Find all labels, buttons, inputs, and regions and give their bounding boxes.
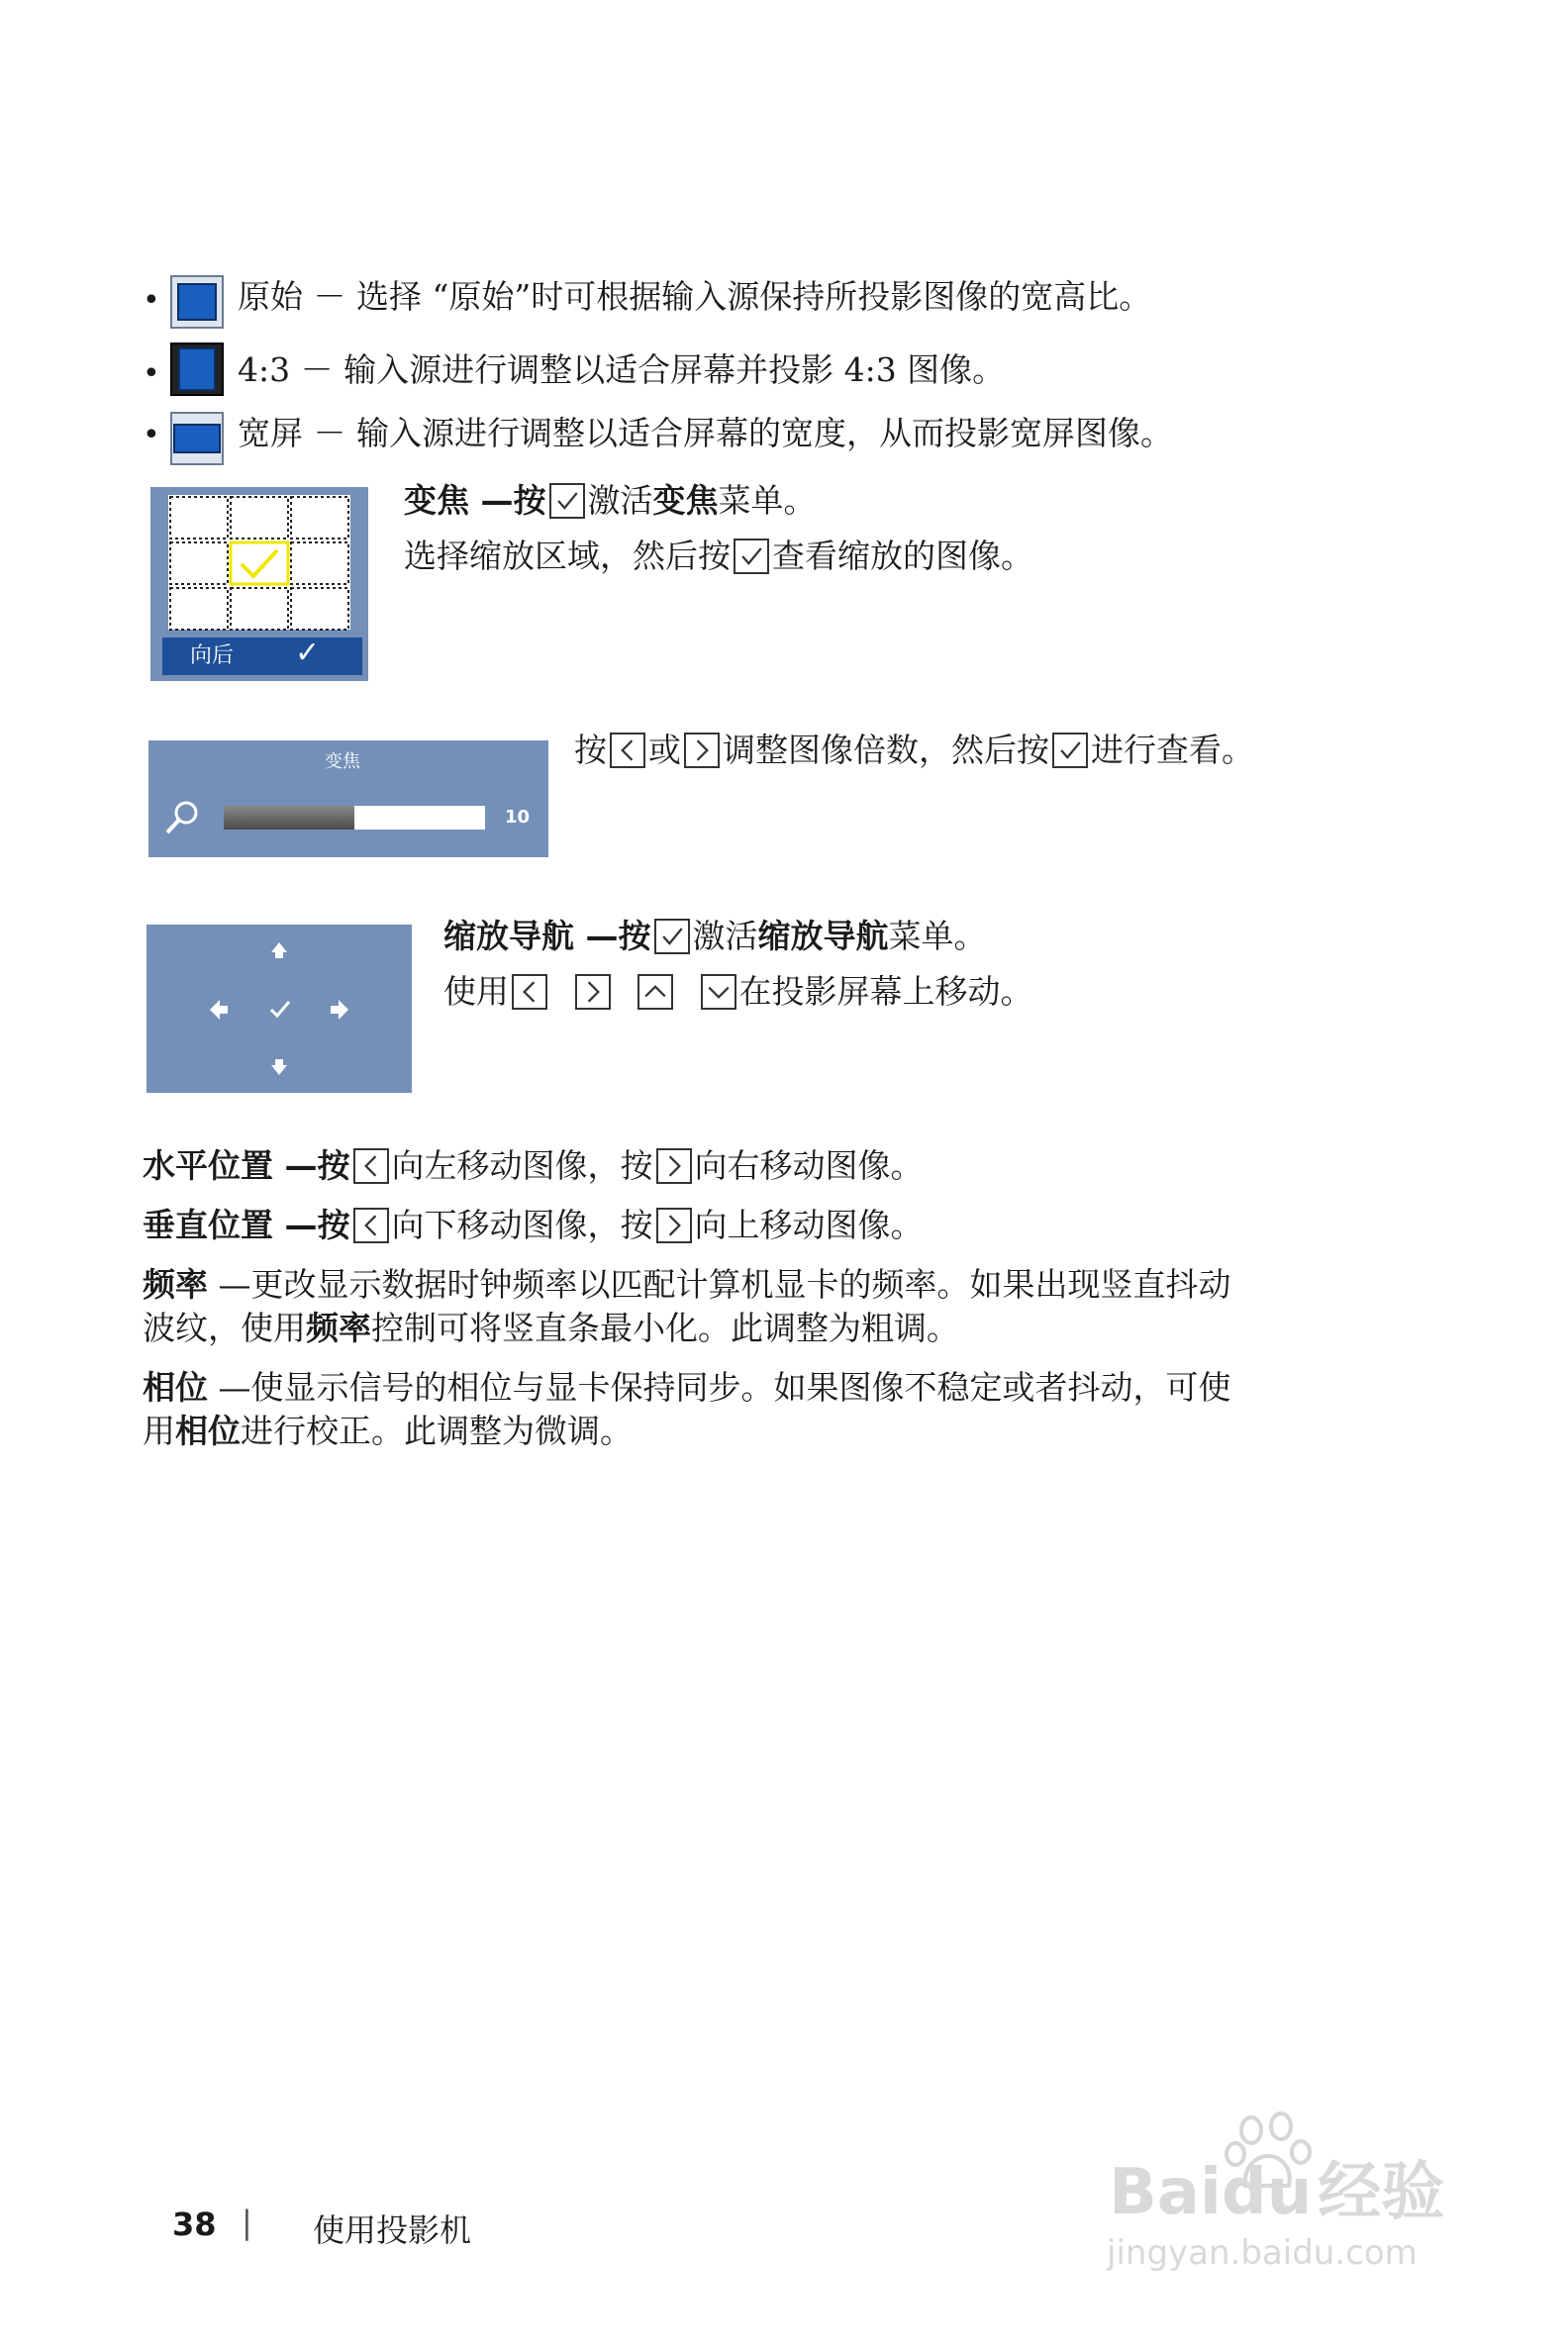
- zoom-level-value: 10: [505, 807, 531, 828]
- nav-up-arrow-icon[interactable]: [271, 942, 287, 958]
- bullet-widescreen-text: － 输入源进行调整以适合屏幕的宽度，从而投影宽屏图像。: [303, 414, 1173, 452]
- freq-line-1: [143, 1263, 1231, 1307]
- right-key-icon: [656, 1148, 692, 1184]
- left-key-icon: [610, 733, 645, 768]
- phase-title: 相位: [143, 1368, 208, 1407]
- left-key-icon: [353, 1208, 389, 1243]
- freq-line-2: [143, 1307, 959, 1350]
- zoom-line2-pre: 选择缩放区域，然后按: [404, 537, 731, 575]
- freq-bold: 频率: [306, 1309, 371, 1347]
- bullet-dot: •: [143, 418, 160, 452]
- up-key-icon: [637, 974, 673, 1010]
- bullet-original: [238, 275, 1151, 319]
- nav-right-arrow-icon[interactable]: [331, 1000, 348, 1020]
- bullet-original-label: 原始: [238, 277, 303, 316]
- zoom-level-mid: 调整图像倍数，然后按: [723, 731, 1049, 769]
- zoom-menu-name: 变焦: [652, 481, 719, 520]
- magnifier-icon: [162, 798, 202, 837]
- widescreen-icon: [170, 412, 224, 465]
- right-key-icon: [575, 974, 611, 1010]
- phase-line2-pre: 用: [143, 1412, 175, 1450]
- zoom-menu-suffix: 菜单。: [718, 481, 817, 520]
- nav-left-arrow-icon[interactable]: [210, 1000, 228, 1020]
- zoom-dash: —按: [469, 481, 546, 520]
- nav-line2-post: 在投影屏幕上移动。: [738, 972, 1033, 1011]
- bullet-widescreen-label: 宽屏: [238, 414, 303, 452]
- footer-section-title: 使用投影机: [313, 2211, 472, 2249]
- bullet-original-text: － 选择 “原始”时可根据输入源保持所投影图像的宽高比。: [303, 277, 1152, 316]
- watermark-url: jingyan.baidu.com: [1107, 2233, 1418, 2273]
- phase-bold: 相位: [175, 1412, 241, 1450]
- zoom-slider-track[interactable]: [224, 806, 485, 830]
- phase-line2-post: 进行校正。此调整为微调。: [241, 1412, 633, 1450]
- phase-line1: —使显示信号的相位与显卡保持同步。如果图像不稳定或者抖动，可使: [208, 1368, 1231, 1407]
- hpos-line: [143, 1144, 924, 1188]
- nav-title: 缩放导航: [443, 917, 574, 955]
- zoom-nav-panel: [147, 925, 412, 1093]
- aspect-4-3-icon: [170, 343, 224, 396]
- freq-line1: —更改显示数据时钟频率以匹配计算机显卡的频率。如果出现竖直抖动: [208, 1265, 1231, 1304]
- original-aspect-icon: [170, 275, 224, 329]
- nav-line-1: [443, 915, 987, 958]
- nav-confirm-check-icon[interactable]: [271, 1002, 289, 1016]
- page-number: 38: [172, 2205, 217, 2243]
- right-key-icon: [684, 733, 720, 768]
- zoom-slider-fill: [224, 806, 354, 830]
- footer-separator: |: [242, 2204, 252, 2241]
- nav-menu-suffix: 菜单。: [888, 917, 987, 955]
- vpos-mid: 向下移动图像，按: [391, 1206, 653, 1244]
- enter-key-icon: [549, 483, 585, 519]
- nav-dash: —按: [574, 917, 651, 955]
- phase-line-2: [143, 1410, 633, 1453]
- right-key-icon: [656, 1208, 692, 1243]
- bullet-widescreen: [238, 412, 1173, 455]
- nav-line-2: [443, 970, 1033, 1014]
- watermark-brand-bai: Bai: [1109, 2156, 1222, 2229]
- nav-down-arrow-icon[interactable]: [271, 1059, 287, 1075]
- zoom-level-panel: [148, 740, 548, 857]
- nav-activate: 激活: [692, 917, 758, 955]
- watermark-brand-du: du: [1221, 2156, 1313, 2229]
- zoom-level-title: 变焦: [325, 751, 360, 772]
- nav-line2-pre: 使用: [443, 972, 509, 1011]
- down-key-icon: [701, 974, 736, 1010]
- vpos-title: 垂直位置: [143, 1206, 273, 1244]
- enter-key-icon: [654, 919, 690, 954]
- bullet-4-3: [238, 348, 1005, 392]
- freq-line2-post: 控制可将竖直条最小化。此调整为粗调。: [371, 1309, 959, 1347]
- zoom-line-2: [404, 535, 1033, 578]
- hpos-post: 向右移动图像。: [694, 1146, 924, 1185]
- zoom-title: 变焦: [404, 481, 469, 520]
- bullet-4-3-text: － 输入源进行调整以适合屏幕并投影 4:3 图像。: [290, 350, 1006, 389]
- enter-key-icon: [1052, 733, 1088, 768]
- bullet-4-3-label: 4:3: [238, 350, 291, 389]
- zoom-grid-panel: [150, 487, 368, 681]
- zoom-level-line: [574, 729, 1254, 772]
- hpos-dash: —按: [273, 1146, 350, 1185]
- zoom-grid: [150, 487, 368, 681]
- watermark-cn: 经验: [1318, 2156, 1445, 2229]
- watermark-brand: [1109, 2158, 1444, 2227]
- zoom-level-post: 进行查看。: [1091, 731, 1254, 769]
- bullet-dot: •: [143, 356, 160, 391]
- zoom-activate: 激活: [587, 481, 653, 520]
- left-key-icon: [512, 974, 547, 1010]
- phase-line-1: [143, 1366, 1231, 1410]
- zoom-level-pre: 按: [574, 731, 607, 769]
- nav-menu-name: 缩放导航: [757, 917, 889, 955]
- vpos-post: 向上移动图像。: [694, 1206, 924, 1244]
- enter-key-icon: [734, 539, 769, 574]
- zoom-back-button[interactable]: 向后: [190, 643, 235, 668]
- bullet-dot: •: [143, 283, 160, 318]
- zoom-line-1: [404, 479, 817, 523]
- hpos-mid: 向左移动图像，按: [391, 1146, 653, 1185]
- vpos-dash: —按: [273, 1206, 350, 1244]
- freq-line2-pre: 波纹，使用: [143, 1309, 306, 1347]
- hpos-title: 水平位置: [143, 1146, 273, 1185]
- zoom-confirm-check[interactable]: ✓: [295, 636, 321, 670]
- zoom-line2-post: 查看缩放的图像。: [772, 537, 1033, 575]
- freq-title: 频率: [143, 1265, 208, 1304]
- left-key-icon: [353, 1148, 389, 1184]
- zoom-level-or: 或: [648, 731, 681, 769]
- vpos-line: [143, 1204, 924, 1247]
